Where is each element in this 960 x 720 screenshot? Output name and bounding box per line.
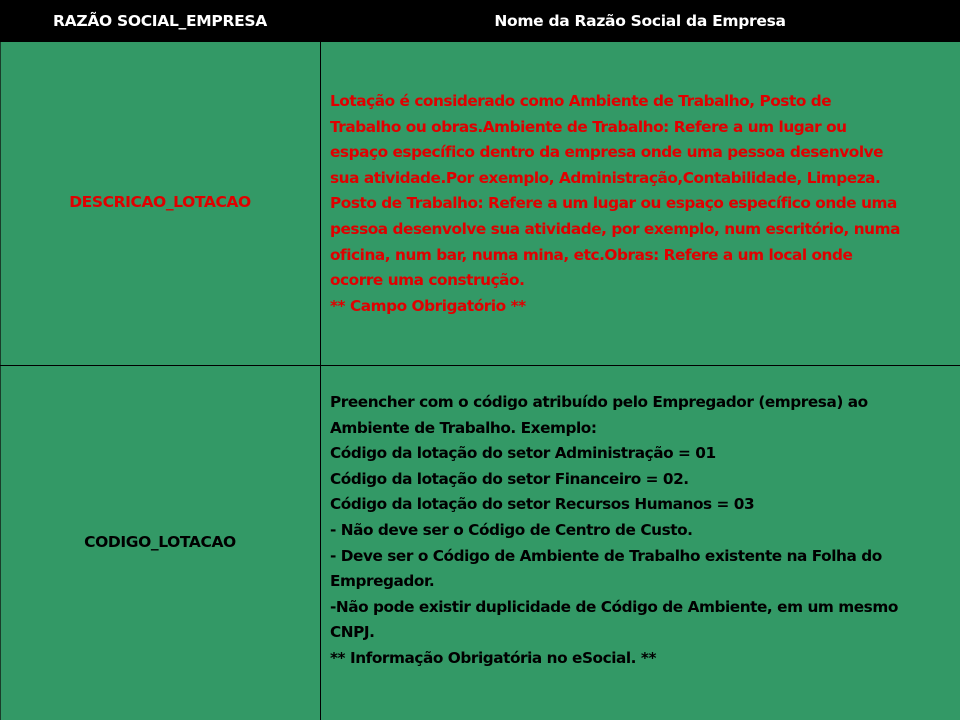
field-name-descricao-lotacao: DESCRICAO_LOTACAO <box>69 193 251 211</box>
rule-line: - Deve ser o Código de Ambiente de Trabalho existente na Folha do <box>330 546 882 565</box>
field-description-descricao-lotacao <box>330 89 955 319</box>
rule-line: Empregador. <box>330 572 435 591</box>
field-name-codigo-lotacao: CODIGO_LOTACAO <box>84 533 236 551</box>
description-line: Posto de Trabalho: Refere a um lugar ou espaço específico onde uma <box>330 194 897 213</box>
header-field-name: RAZÃO SOCIAL_EMPRESA <box>53 12 267 30</box>
rule-line: -Não pode existir duplicidade de Código de Ambiente, em um mesmo <box>330 597 898 616</box>
description-line: Ambiente de Trabalho. Exemplo: <box>330 418 597 437</box>
example-line: Código da lotação do setor Recursos Humanos = 03 <box>330 495 755 514</box>
rule-line: CNPJ. <box>330 623 375 642</box>
table-header-row <box>0 0 960 42</box>
rule-line: - Não deve ser o Código de Centro de Custo. <box>330 520 693 539</box>
example-line: Código da lotação do setor Financeiro = 02. <box>330 469 689 488</box>
description-line: ocorre uma construção. <box>330 271 525 290</box>
description-line: espaço específico dentro da empresa onde uma pessoa desenvolve <box>330 143 884 162</box>
header-field-description: Nome da Razão Social da Empresa <box>494 12 786 30</box>
description-line: Preencher com o código atribuído pelo Empregador (empresa) ao <box>330 393 868 411</box>
row-divider <box>0 365 960 366</box>
description-line: Lotação é considerado como Ambiente de Trabalho, Posto de <box>330 92 832 110</box>
description-line: oficina, num bar, numa mina, etc.Obras: Refere a um local onde <box>330 245 853 264</box>
description-line: sua atividade.Por exemplo, Administração,Contabilidade, Limpeza. <box>330 168 881 187</box>
table-left-border <box>0 42 1 720</box>
required-field-note: ** Campo Obrigatório ** <box>330 296 526 315</box>
required-field-note: ** Informação Obrigatória no eSocial. ** <box>330 648 657 667</box>
description-line: pessoa desenvolve sua atividade, por exemplo, num escritório, numa <box>330 219 900 238</box>
field-description-codigo-lotacao <box>330 390 955 672</box>
column-divider <box>320 42 321 720</box>
description-line: Trabalho ou obras.Ambiente de Trabalho: Refere a um lugar ou <box>330 117 847 136</box>
example-line: Código da lotação do setor Administração = 01 <box>330 444 716 463</box>
